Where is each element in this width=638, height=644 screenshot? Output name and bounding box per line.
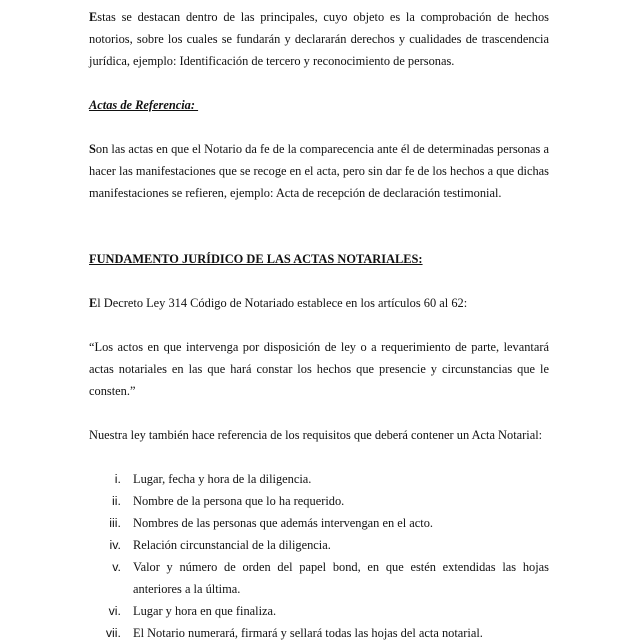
heading-fundamento-juridico: FUNDAMENTO JURÍDICO DE LAS ACTAS NOTARIALES: <box>89 252 423 266</box>
paragraph-initial: E <box>89 296 98 310</box>
list-item <box>89 468 549 490</box>
paragraph-text: l Decreto Ley 314 Código de Notariado establece en los artículos 60 al 62: <box>97 296 468 310</box>
list-item-number: v. <box>112 560 121 574</box>
list-item-number: vi. <box>108 604 121 618</box>
paragraph-list-intro: Nuestra ley también hace referencia de los requisitos que deberá contener un Acta Notarial: <box>89 428 543 442</box>
list-item <box>89 512 549 534</box>
list-item-text: Lugar, fecha y hora de la diligencia. <box>133 472 312 486</box>
paragraph-initial: S <box>89 142 96 156</box>
list-item-text: Nombre de la persona que lo ha requerido. <box>133 494 345 508</box>
list-item-number: iv. <box>109 538 121 552</box>
paragraph-text: on las actas en que el Notario da fe de la comparecencia ante él de determinadas personas a hacer las manifestaciones que se recoge en el acta, pero sin dar fe de los hechos a que dichas manifestaciones se refieren, ejemplo: Acta de recepción de declaración testimonial. <box>89 142 549 200</box>
list-item <box>89 534 549 556</box>
heading-actas-referencia: Actas de Referencia: <box>89 98 199 112</box>
list-item-number: iii. <box>109 516 121 530</box>
list-item-text: El Notario numerará, firmará y sellará todas las hojas del acta notarial. <box>133 626 483 640</box>
paragraph-actas-referencia <box>89 138 549 204</box>
list-item-text: Relación circunstancial de la diligencia. <box>133 538 331 552</box>
list-item-number: vii. <box>105 626 121 640</box>
paragraph-quote: “Los actos en que intervenga por disposición de ley o a requerimiento de parte, levantará actas notariales en las que hará constar los hechos que presencie y circunstancias que le consten.” <box>89 340 549 398</box>
paragraph-actas-comprobacion <box>89 6 549 72</box>
list-item <box>89 600 549 622</box>
list-item-text: Lugar y hora en que finaliza. <box>133 604 277 618</box>
list-item <box>89 490 549 512</box>
list-item-text: Valor y número de orden del papel bond, en que estén extendidas las hojas anteriores a la última. <box>133 560 549 596</box>
list-item <box>89 622 549 644</box>
requirements-list <box>89 468 549 644</box>
list-item-text: Nombres de las personas que además intervengan en el acto. <box>133 516 434 530</box>
paragraph-initial: E <box>89 10 98 24</box>
paragraph-decreto-ley <box>89 292 549 314</box>
document-page <box>89 6 549 644</box>
list-item-number: ii. <box>112 494 121 508</box>
list-item-number: i. <box>114 472 121 486</box>
paragraph-text: stas se destacan dentro de las principales, cuyo objeto es la comprobación de hechos notorios, sobre los cuales se fundarán y declararán derechos y cualidades de trascendencia jurídica, ejemplo: Identificación de tercero y reconocimiento de personas. <box>89 10 549 68</box>
list-item <box>89 556 549 600</box>
